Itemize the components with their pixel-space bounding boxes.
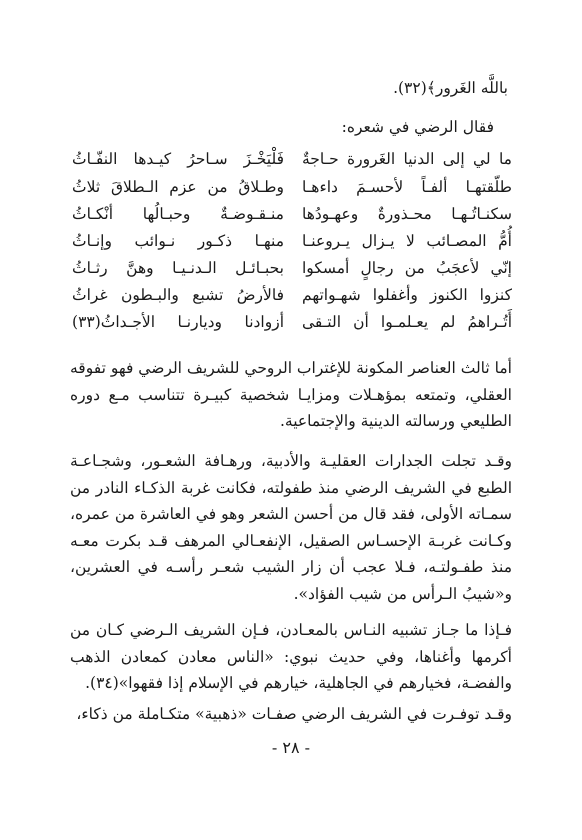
poem-verse xyxy=(72,256,512,280)
paragraph-talents: وقـد تجلت الجدارات العقليـة والأدبية، ورهـافة الشعـور، وشجـاعـة الطبع في الشريف الرضي منذ طفولته، فكانت غربة الذكـاء النادر من سمـاته الأولى، فقد قال من أحسن الشعر وهو في العاشرة من عمره، وكـانت غربـة الإحسـاس الصقيل، الإنفعـالي المرهف قـد بكرت معـه منذ طفـولتـه، فـلا عجب أن زار الشيب شعـر رأسـه في العشرين، و«شيبُ الـرأس من شيب الفؤاد». xyxy=(70,452,512,603)
verse-second-hemistich: فَلْيَخْـزَ سـاحرُ كيـدها النفّـاثُ xyxy=(72,150,284,168)
paragraph-metals-hadith: فـإذا ما جـاز تشبيه النـاس بالمعـادن، فـإن الشريف الـرضي كـان من أكرمها وأغناها، وفي حديث نبوي: «الناس معادن كمعادن الذهب والفضـة، فخيارهم في الجاهلية، خيارهم في الإسلام إذا فقهوا»(٣٤). xyxy=(70,621,512,692)
paragraph-intellectual-superiority: أما ثالث العناصر المكونة للإغتراب الروحي للشريف الرضي فهو تفوقه العقلي، وتمتعه بمؤهـلات ومزايـا شخصية كبيـرة تتناسب مـع دوره الطليعي ورسالته الدينية والإجتماعية. xyxy=(70,359,512,430)
poem-verse xyxy=(72,147,512,171)
verse-second-hemistich: وطـلاقُ من عزم الـطلاقَ ثلاثُ xyxy=(72,178,284,196)
paragraph-golden-qualities: وقـد توفـرت في الشريف الرضي صفـات «ذهبية» متكـاملة من ذكاء، xyxy=(76,705,512,723)
verse-second-hemistich: أزوادنا وديارنـا الأجـداثُ(٣٣) xyxy=(72,313,284,331)
verse-first-hemistich: أُمُّ المصـائب لا يـزال يـروعنـا xyxy=(302,232,512,250)
poem-verse xyxy=(72,175,512,199)
poem-verse xyxy=(72,283,512,307)
poem-verse xyxy=(72,202,512,226)
verse-first-hemistich: طلّقتهـا ألفـاً لأحسـمَ داءهـا xyxy=(302,178,512,196)
quran-quote-ending: باللَّه الغَرور﴾(٣٢). xyxy=(393,79,508,97)
verse-second-hemistich: فالأرضُ تشبع والبـطون غراثُ xyxy=(72,286,284,304)
verse-first-hemistich: أَتُـراهمُ لم يعـلمـوا أن التـقى xyxy=(302,313,512,331)
verse-first-hemistich: ما لي إلى الدنيا الغَرورة حـاجةٌ xyxy=(302,150,512,168)
page-number: - ٢٨ - xyxy=(271,738,311,757)
verse-first-hemistich: سكنـاتُـهـا محـذورةٌ وعهـودُها xyxy=(302,205,512,223)
verse-second-hemistich: بحبـائـل الـدنـيـا وهنَّ رثـاثُ xyxy=(72,259,284,277)
poem-introduction: فقال الرضي في شعره: xyxy=(341,118,494,136)
verse-first-hemistich: إنّي لأعجَبُ من رجالٍ أمسكوا xyxy=(302,259,512,277)
verse-second-hemistich: منهـا ذكـور نـوائب وإنـاثُ xyxy=(72,232,284,250)
poem-verse xyxy=(72,229,512,253)
verse-second-hemistich: منـقـوضـةٌ وحبـالُها أنْكـاثُ xyxy=(72,205,284,223)
verse-first-hemistich: كنزوا الكنوز وأغفلوا شهـواتهم xyxy=(302,286,512,304)
poem-verse xyxy=(72,310,512,334)
